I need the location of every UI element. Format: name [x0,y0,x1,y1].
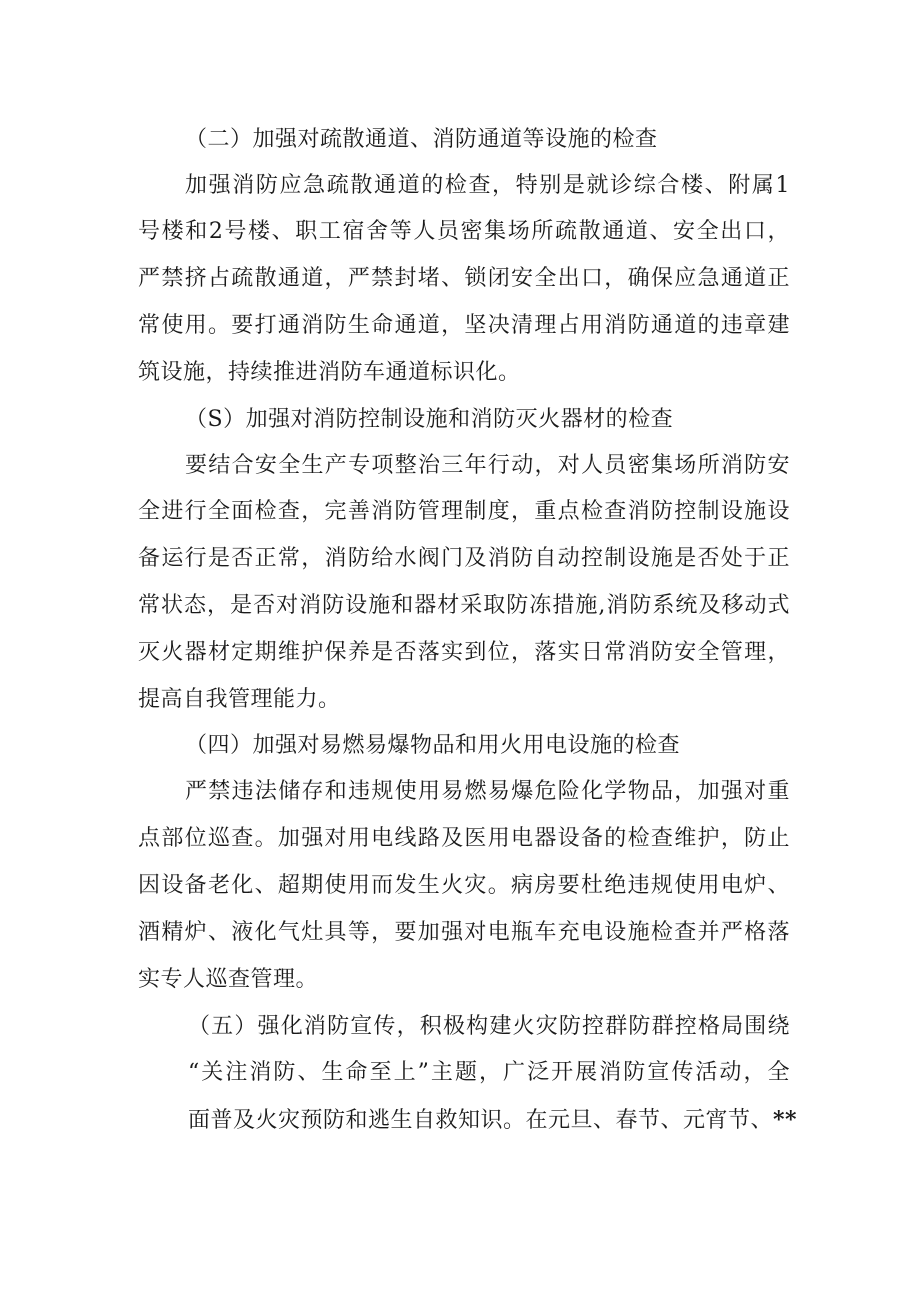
tail-marker: ** [773,1107,798,1133]
paragraph-line: 点部位巡查。加强对用电线路及医用电器设备的检查维护，防止 [138,826,790,851]
section-heading-5: （五）强化消防宣传，积极构建火灾防控群防群控格局围绕 [188,1014,790,1039]
paragraph-text: 面普及火灾预防和逃生自救知识。在元旦、春节、元宵节、 [188,1108,774,1133]
paragraph-line: 要结合安全生产专项整治三年行动，对人员密集场所消防安 [185,453,790,478]
paragraph-line: 实专人巡查管理。 [138,967,319,992]
paragraph-line [188,1100,798,1140]
paragraph-line: 因设备老化、超期使用而发生火灾。病房要杜绝违规使用电炉、 [138,873,790,898]
paragraph-line: 常状态，是否对消防设施和器材采取防冻措施,消防系统及移动式 [138,593,790,618]
paragraph-line: “关注消防、生命至上”主题，广泛开展消防宣传活动，全 [188,1060,790,1085]
paragraph-line: 筑设施，持续推进消防车通道标识化。 [138,360,521,385]
paragraph-line: 备运行是否正常，消防给水阀门及消防自动控制设施是否处于正 [138,546,790,571]
paragraph-line: 号楼和2号楼、职工宿舍等人员密集场所疏散通道、安全出口， [138,219,790,244]
section-heading-3: （S）加强对消防控制设施和消防灭火器材的检查 [185,407,674,432]
paragraph-line: 严禁违法储存和违规使用易燃易爆危险化学物品，加强对重 [185,779,790,804]
paragraph-line: 灭火器材定期维护保养是否落实到位，落实日常消防安全管理， [138,640,790,665]
paragraph-line: 常使用。要打通消防生命通道，坚决清理占用消防通道的违章建 [138,313,790,338]
paragraph-line: 提高自我管理能力。 [138,687,341,712]
paragraph-line: 酒精炉、液化气灶具等，要加强对电瓶车充电设施检查并严格落 [138,920,790,945]
section-heading-4: （四）加强对易燃易爆物品和用火用电设施的检查 [185,733,681,758]
paragraph-line: 加强消防应急疏散通道的检查，特别是就诊综合楼、附属1 [185,173,790,198]
paragraph-line: 严禁挤占疏散通道，严禁封堵、锁闭安全出口，确保应急通道正 [138,266,790,291]
paragraph-line: 全进行全面检查，完善消防管理制度，重点检查消防控制设施设 [138,499,790,524]
section-heading-2: （二）加强对疏散通道、消防通道等设施的检查 [185,127,658,152]
